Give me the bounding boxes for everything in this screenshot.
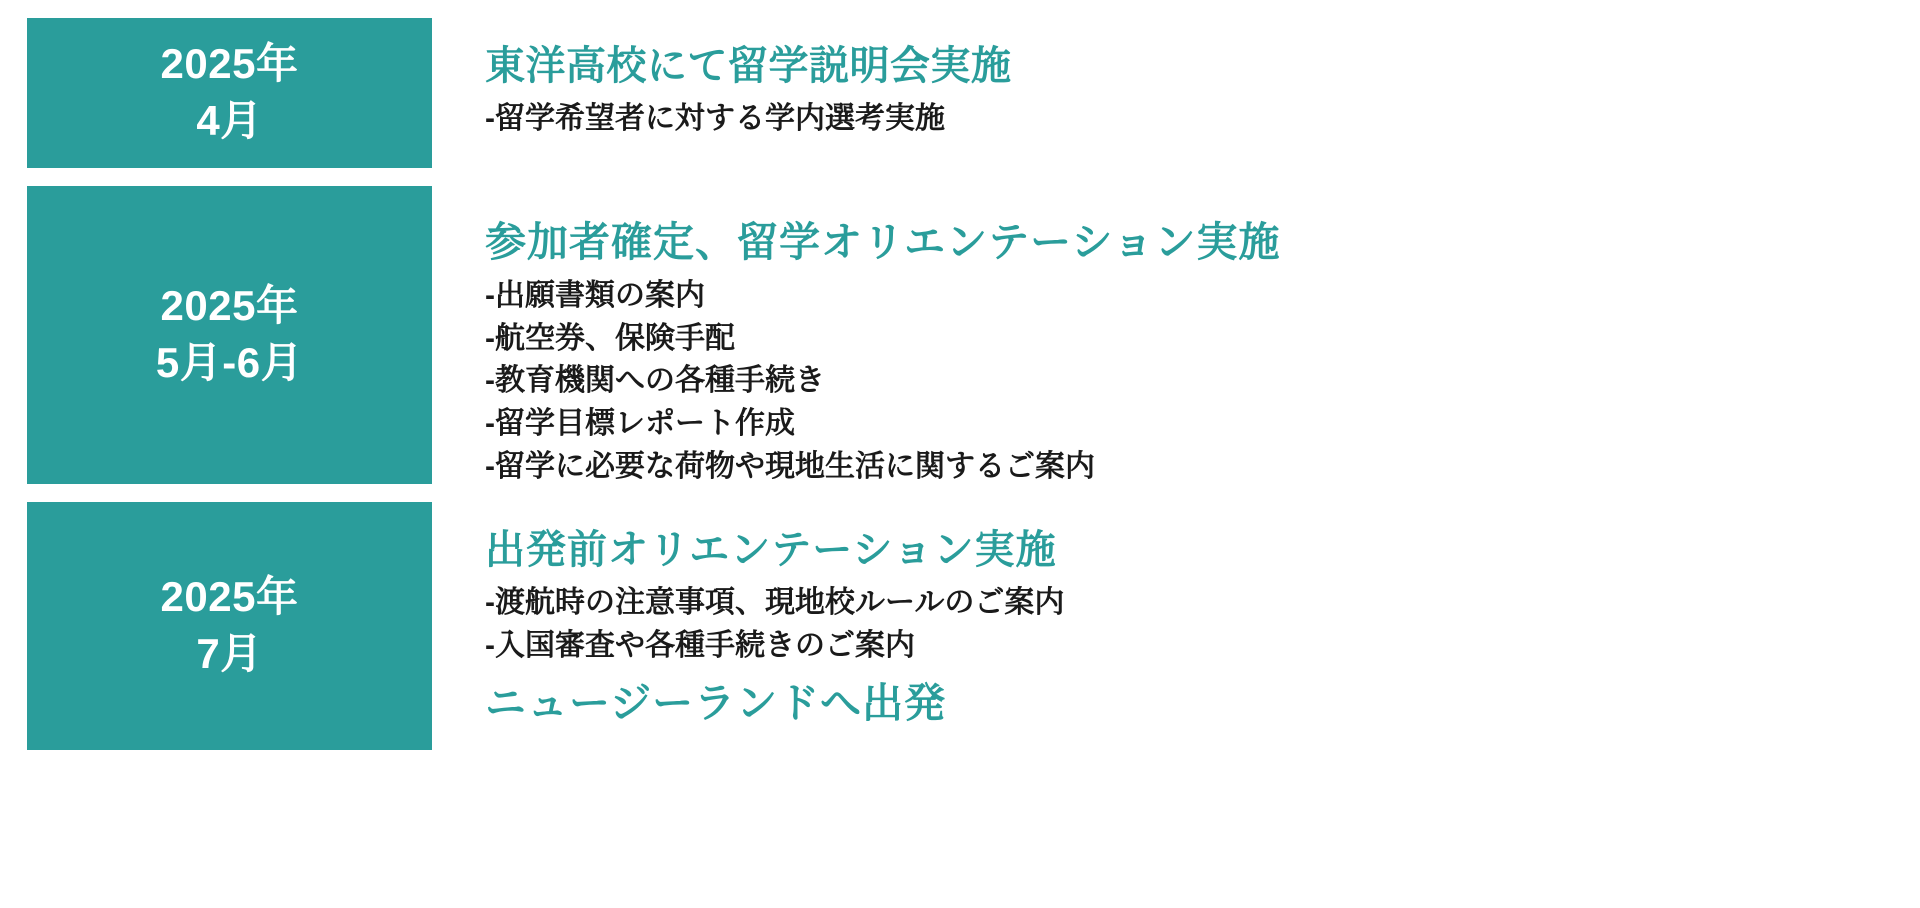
timeline-bullet: -出願書類の案内 xyxy=(485,279,705,313)
timeline-date-badge xyxy=(27,186,432,484)
timeline-date-line: 2025年 xyxy=(160,573,299,621)
timeline-bullet: -留学目標レポート作成 xyxy=(485,407,795,441)
timeline-date-line: 7月 xyxy=(196,630,263,677)
timeline-bullet-list xyxy=(485,582,1900,667)
timeline-row xyxy=(0,186,1920,484)
timeline-bullet: -航空券、保険手配 xyxy=(485,321,735,355)
timeline-bullet: -渡航時の注意事項、現地校ルールのご案内 xyxy=(485,586,1065,619)
timeline-heading: 出発前オリエンテーション実施 xyxy=(485,528,1057,572)
timeline-row xyxy=(0,18,1920,168)
timeline-bullet-list xyxy=(485,275,1900,488)
timeline-bullet: -入国審査や各種手続きのご案内 xyxy=(485,628,915,662)
timeline-date-line: 4月 xyxy=(196,97,263,144)
timeline-bullet: -留学に必要な荷物や現地生活に関するご案内 xyxy=(485,449,1095,483)
timeline-date-line: 2025年 xyxy=(160,40,299,88)
timeline-date-badge xyxy=(27,502,432,750)
timeline-date-line: 5月-6月 xyxy=(155,339,304,386)
timeline-content xyxy=(432,186,1920,484)
timeline-heading: 参加者確定、留学オリエンテーション実施 xyxy=(485,219,1281,265)
timeline-date-badge xyxy=(27,18,432,168)
timeline-content xyxy=(432,502,1920,750)
timeline-content xyxy=(432,18,1920,168)
timeline-date-line: 2025年 xyxy=(160,282,299,330)
timeline-bullet: -教育機関への各種手続き xyxy=(485,364,825,398)
timeline-bullet: -留学希望者に対する学内選考実施 xyxy=(485,102,945,135)
timeline-row xyxy=(0,502,1920,750)
timeline-departure-heading: ニュージーランドへ出発 xyxy=(485,680,947,727)
timeline-heading: 東洋高校にて留学説明会実施 xyxy=(485,44,1012,88)
timeline-bullet-list xyxy=(485,98,1900,141)
